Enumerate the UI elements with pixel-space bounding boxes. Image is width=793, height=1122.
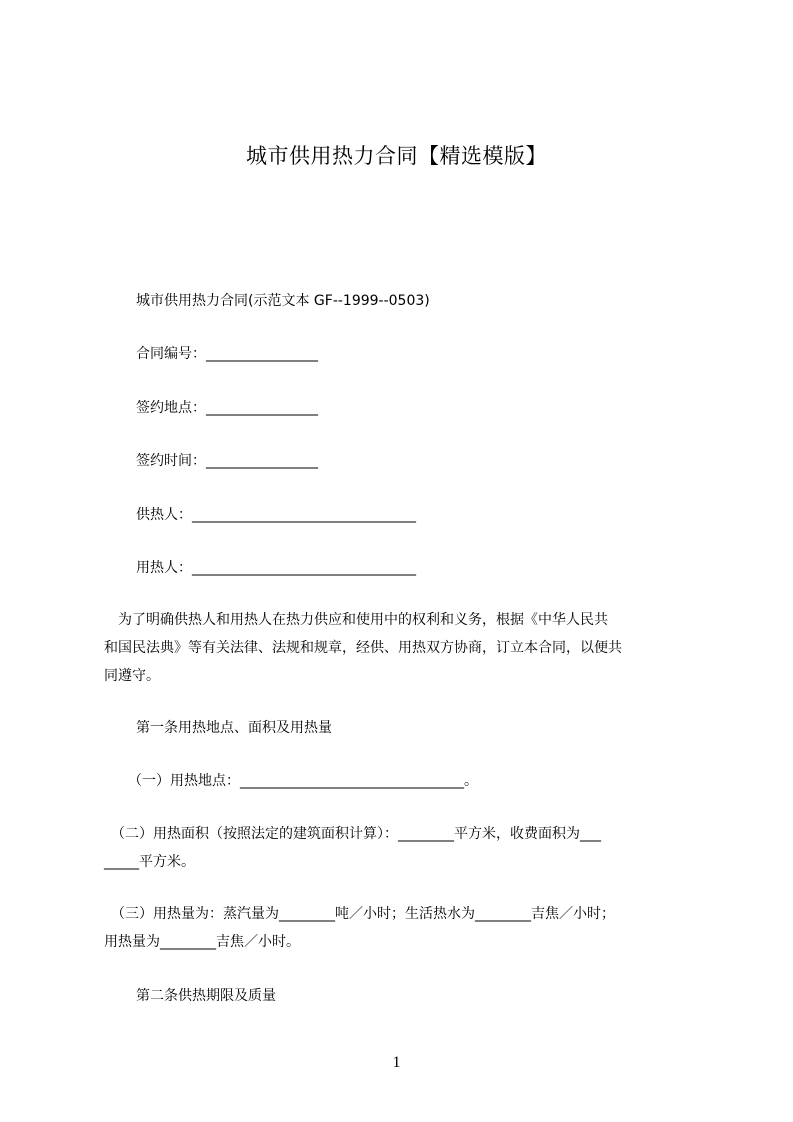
item-line: （二）用热面积（按照法定的建筑面积计算）：________平方米，收费面积为___: [104, 826, 601, 842]
preamble-line: 同遵守。: [104, 668, 160, 684]
preamble-paragraph: [104, 606, 704, 690]
article-1-item-3: [104, 900, 704, 956]
item-line: 用热量为________吉焦／小时。: [104, 934, 300, 950]
article-1-heading: 第一条用热地点、面积及用热量: [136, 720, 332, 736]
heat-supplier-field: 供热人：________________________________: [136, 507, 416, 523]
document-title: 城市供用热力合同【精选模版】: [246, 144, 547, 168]
heat-user-field: 用热人：________________________________: [136, 560, 416, 576]
preamble-line: 为了明确供热人和用热人在热力供应和使用中的权利和义务，根据《中华人民共: [104, 612, 608, 628]
preamble-line: 和国民法典》等有关法律、法规和规章，经供、用热双方协商，订立本合同，以便共: [104, 640, 622, 656]
item-line: _____平方米。: [104, 854, 195, 870]
article-2-heading: 第二条供热期限及质量: [136, 988, 276, 1004]
article-1-item-2: [104, 820, 704, 876]
contract-subtitle: 城市供用热力合同(示范文本 GF--1999--0503): [136, 293, 430, 309]
item-line: （三）用热量为：蒸汽量为________吨／小时；生活热水为________吉焦／小时；: [104, 906, 615, 922]
article-1-item-1: （一）用热地点：________________________________。: [128, 773, 478, 789]
page-number: 1: [392, 1054, 401, 1071]
contract-number-field: 合同编号：________________: [136, 346, 318, 362]
signing-place-field: 签约地点：________________: [136, 400, 318, 416]
signing-time-field: 签约时间：________________: [136, 453, 318, 469]
